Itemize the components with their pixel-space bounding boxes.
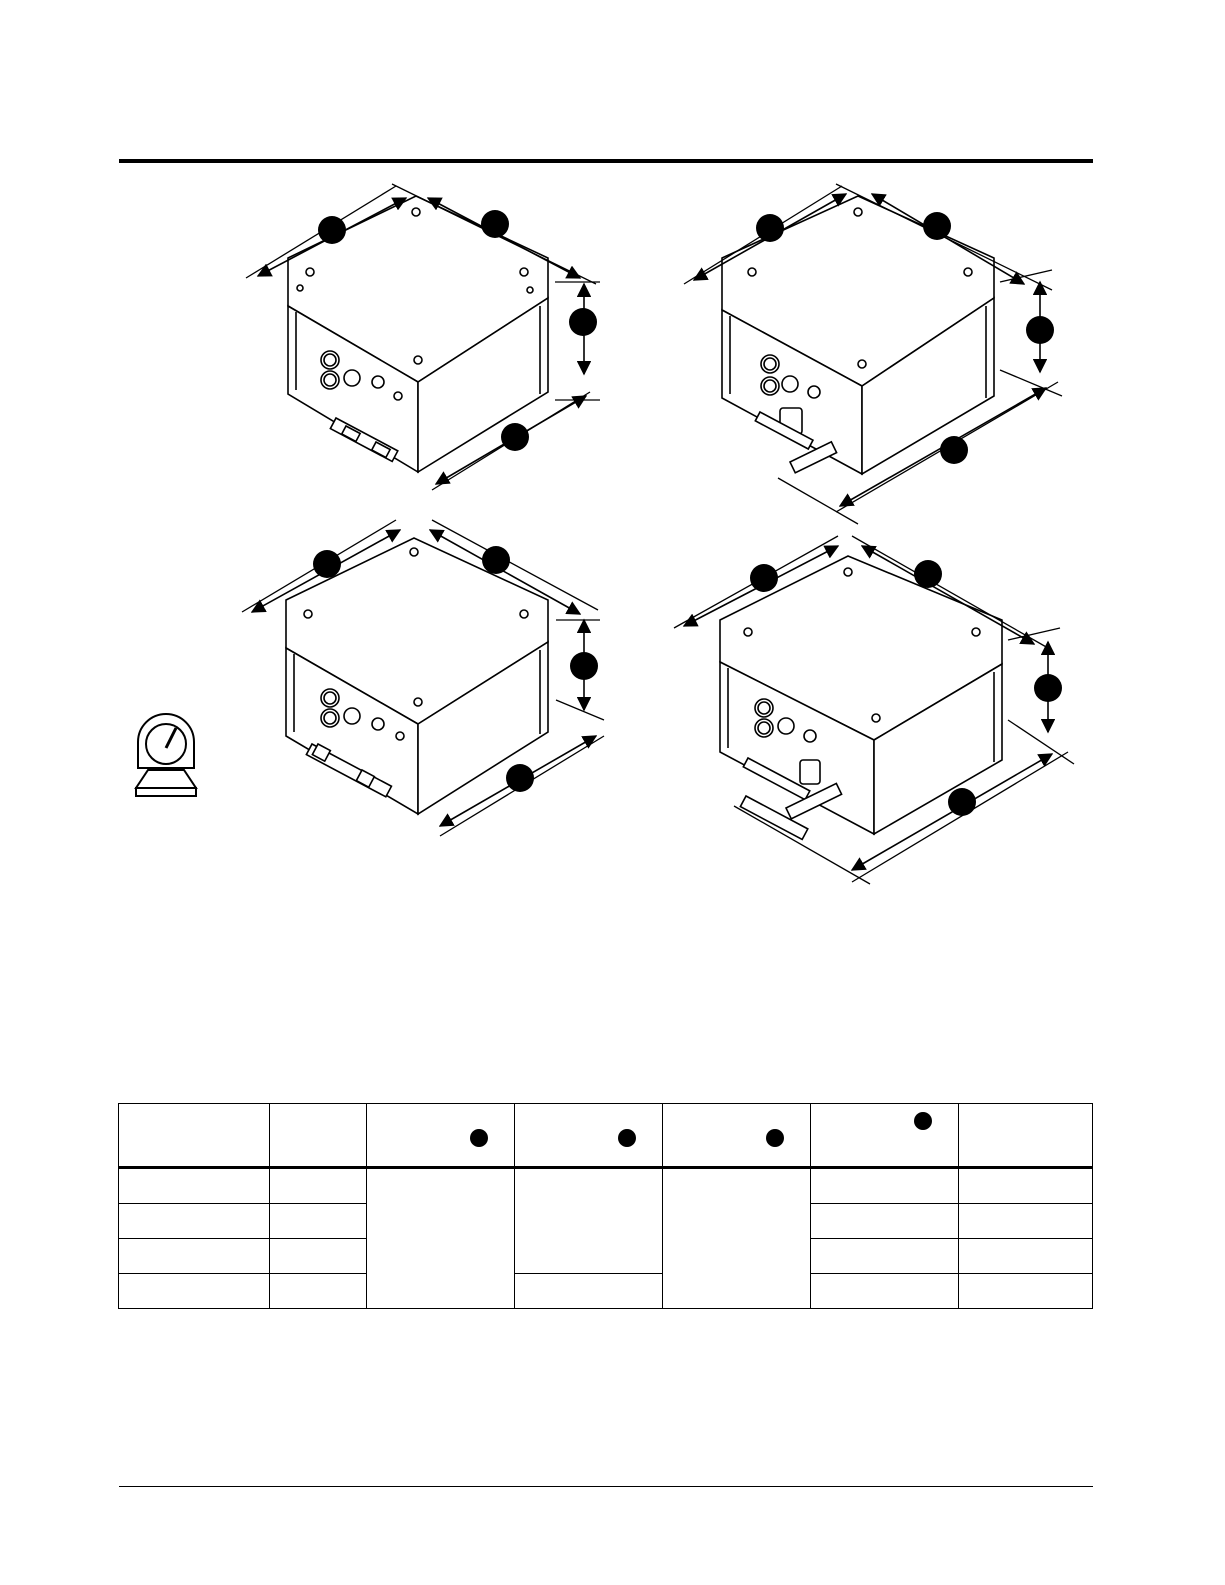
scale-weight-icon xyxy=(136,714,196,796)
unit-view-bottom-left xyxy=(242,520,604,836)
table-row xyxy=(119,1274,1093,1309)
table-header-cell xyxy=(367,1104,515,1168)
table-cell xyxy=(119,1168,270,1204)
table-row xyxy=(119,1168,1093,1204)
table-cell xyxy=(119,1204,270,1239)
table-cell xyxy=(811,1204,959,1239)
table-cell xyxy=(367,1168,515,1309)
table-header-cell xyxy=(515,1104,663,1168)
table-cell xyxy=(270,1274,367,1309)
footer-rule xyxy=(119,1486,1093,1487)
table-cell xyxy=(811,1274,959,1309)
table-cell xyxy=(270,1239,367,1274)
table-cell xyxy=(270,1204,367,1239)
table-cell xyxy=(811,1239,959,1274)
table-cell xyxy=(959,1204,1093,1239)
table-cell xyxy=(515,1274,663,1309)
table-cell xyxy=(515,1168,663,1274)
table-header-cell xyxy=(119,1104,270,1168)
dimensions-table xyxy=(118,1103,1093,1309)
unit-view-bottom-right xyxy=(674,536,1074,884)
table-cell xyxy=(959,1239,1093,1274)
table-header-row xyxy=(119,1104,1093,1168)
table-cell xyxy=(663,1168,811,1309)
callout-dot-icon xyxy=(766,1129,784,1147)
table-cell xyxy=(811,1168,959,1204)
table-cell xyxy=(959,1168,1093,1204)
unit-view-top-right xyxy=(684,184,1062,524)
table-cell xyxy=(959,1274,1093,1309)
table-header-cell xyxy=(270,1104,367,1168)
table-header-cell xyxy=(811,1104,959,1168)
table-cell xyxy=(270,1168,367,1204)
callout-dot-icon xyxy=(914,1112,932,1130)
table-header-cell xyxy=(663,1104,811,1168)
unit-view-top-left xyxy=(246,184,600,490)
callout-dot-icon xyxy=(618,1129,636,1147)
table-header-cell xyxy=(959,1104,1093,1168)
table-cell xyxy=(119,1274,270,1309)
table-cell xyxy=(119,1239,270,1274)
callout-dot-icon xyxy=(470,1129,488,1147)
